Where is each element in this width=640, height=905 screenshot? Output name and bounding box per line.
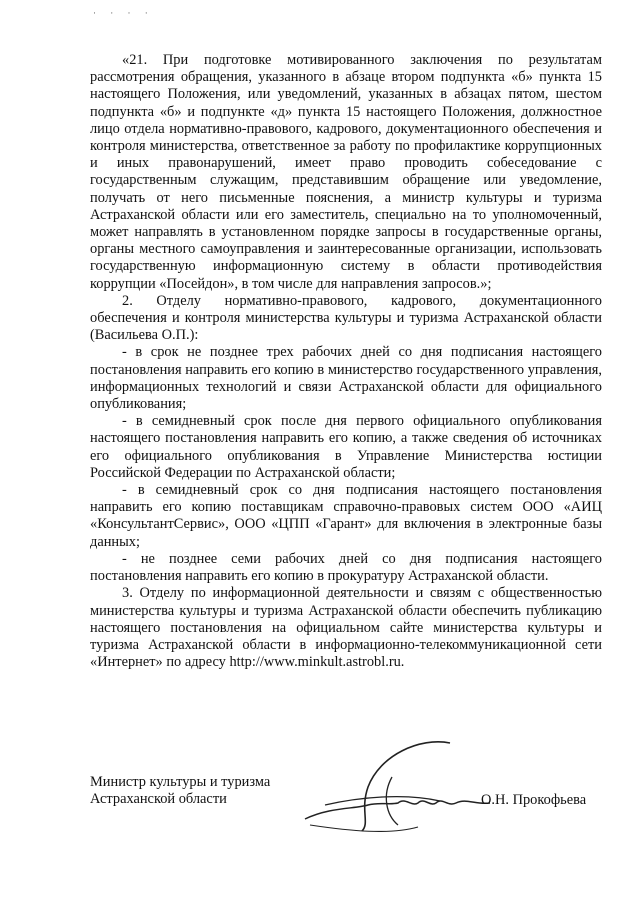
paragraph-2-item-1: - в срок не позднее трех рабочих дней со дня подписания настоящего постановления направить его копию в министерство государственного управления, информационных технологий и связи Астраханской области для официального опубликования; xyxy=(90,344,602,413)
paragraph-3: 3. Отделу по информационной деятельности и связям с общественностью министерства культуры и туризма Астраханской области обеспечить публикацию настоящего постановления на официальном сайте министерства культуры и туризма Астраханской области в информационно-телекоммуникационной сети «Интернет» по адресу http://www.minkult.astrobl.ru. xyxy=(90,585,602,671)
handwritten-signature xyxy=(300,735,495,845)
paragraph-21: «21. При подготовке мотивированного заключения по результатам рассмотрения обращения, указанного в абзаце втором подпункта «б» пункта 15 настоящего Положения, или уведомлений, указанных в абзацах пятом, шестом подпункта «б» и подпункте «д» пункта 15 настоящего Положения, должностное лицо отдела нормативно-правового, кадрового, документационного обеспечения и контроля министерства, ответственное за работу по профилактике коррупционных и иных правонарушений, имеет право проводить собеседование с государственным служащим, представившим обращение или уведомление, получать от него письменные пояснения, а министр культуры и туризма Астраханской области или его заместитель, специально на то уполномоченный, может направлять в установленном порядке запросы в государственные органы, органы местного самоуправления и заинтересованные организации, использовать государственную информационную систему в области противодействия коррупции «Посейдон», в том числе для направления запросов.»; xyxy=(90,52,602,292)
paragraph-2-item-3: - в семидневный срок со дня подписания настоящего постановления направить его копию поставщикам справочно-правовых систем ООО «АИЦ «КонсультантСервис», ООО «ЦПП «Гарант» для включения в электронные базы данных; xyxy=(90,482,602,550)
signatory-position xyxy=(90,774,270,808)
scan-artifact: · · · · xyxy=(93,8,154,18)
body-text xyxy=(90,52,602,671)
paragraph-2-item-2: - в семидневный срок после дня первого официального опубликования настоящего постановления направить его копию, а также сведения об источниках его официального опубликования в Управление Министерства юстиции Российской Федерации по Астраханской области; xyxy=(90,413,602,481)
paragraph-2: 2. Отделу нормативно-правового, кадрового, документационного обеспечения и контроля министерства культуры и туризма Астраханской области (Васильева О.П.): xyxy=(90,292,602,344)
signatory-name: О.Н. Прокофьева xyxy=(481,792,587,808)
position-line-2: Астраханской области xyxy=(90,791,227,807)
paragraph-2-item-4: - не позднее семи рабочих дней со дня подписания настоящего постановления направить его копию в прокуратуру Астраханской области. xyxy=(90,550,602,585)
position-line-1: Министр культуры и туризма xyxy=(90,774,271,790)
